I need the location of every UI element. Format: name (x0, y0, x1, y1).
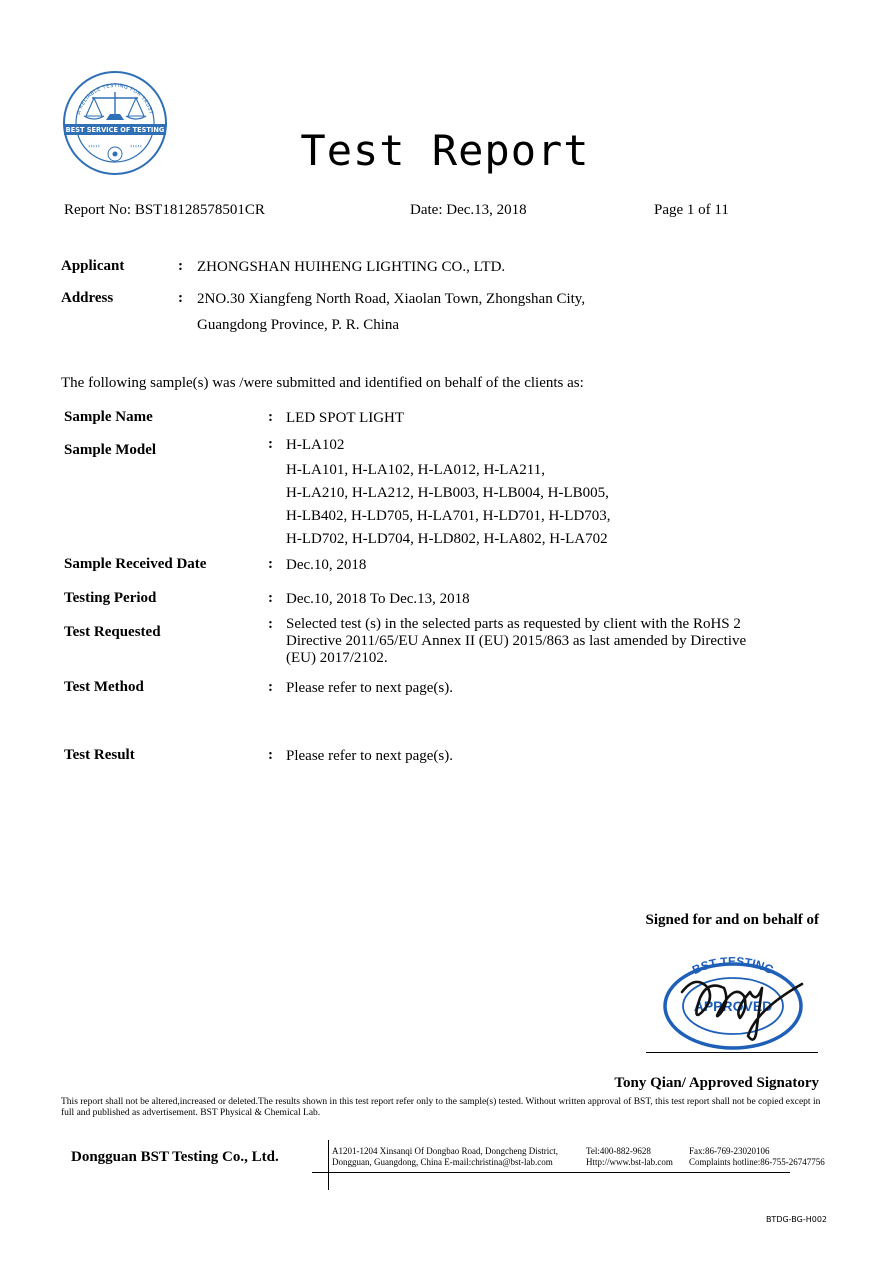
test-result-value: Please refer to next page(s). (286, 748, 454, 764)
testing-period-label: Testing Period (64, 590, 157, 606)
logo-banner-text: BEST SERVICE OF TESTING (65, 126, 165, 134)
footer-address (332, 1146, 558, 1167)
address-label: Address (61, 290, 114, 306)
report-number: Report No: BST18128578501CR (64, 202, 265, 218)
footer-tel: Tel:400-882-9628 (586, 1146, 651, 1156)
page-number: Page 1 of 11 (654, 202, 729, 218)
intro-text: The following sample(s) was /were submitted and identified on behalf of the clients as: (61, 375, 584, 391)
test-requested-line-2: Directive 2011/65/EU Annex II (EU) 2015/863 as last amended by Directive (286, 633, 747, 649)
test-requested-label: Test Requested (64, 624, 161, 640)
test-result-colon: : (268, 747, 273, 763)
signature-line (646, 1052, 818, 1053)
test-method-value: Please refer to next page(s). (286, 680, 454, 696)
test-result-label: Test Result (64, 747, 135, 763)
page-title: Test Report (300, 126, 590, 175)
sample-name-colon: : (268, 409, 273, 425)
sample-model-line-1: H-LA102 (286, 437, 345, 453)
test-method-colon: : (268, 679, 273, 695)
form-code: BTDG-BG-H002 (765, 1215, 827, 1224)
test-requested-colon: : (268, 616, 273, 632)
signed-for-text: Signed for and on behalf of (645, 912, 819, 928)
applicant-value: ZHONGSHAN HUIHENG LIGHTING CO., LTD. (197, 259, 506, 275)
sample-model-line-5: H-LD702, H-LD704, H-LD802, H-LA802, H-LA702 (286, 531, 608, 547)
approved-stamp (652, 948, 818, 1052)
signatory-name: Tony Qian/ Approved Signatory (614, 1075, 819, 1091)
footer-complaints: Complaints hotline:86-755-26747756 (689, 1156, 825, 1167)
sample-model-label: Sample Model (64, 442, 157, 458)
received-date-label: Sample Received Date (64, 556, 207, 572)
disclaimer-text: This report shall not be altered,increased or deleted.The results shown in this test report refer only to the sample(s) tested. Without written approval of BST, this test report shall not be copied except in full and published as advertisement. BST Physical & Chemical Lab. (61, 1097, 821, 1118)
footer-fax (689, 1146, 825, 1167)
stamp-center-text: APPROVED (693, 998, 773, 1014)
testing-period-value: Dec.10, 2018 To Dec.13, 2018 (286, 591, 470, 607)
testing-period-colon: : (268, 590, 273, 606)
address-colon: : (178, 290, 183, 306)
applicant-label: Applicant (61, 258, 125, 274)
svg-text:BST TESTING (690, 954, 776, 977)
footer-fax-number: Fax:86-769-23020106 (689, 1146, 770, 1156)
sample-name-value: LED SPOT LIGHT (286, 410, 405, 426)
applicant-colon: : (178, 258, 183, 274)
sample-model-line-3: H-LA210, H-LA212, H-LB003, H-LB004, H-LB005, (286, 485, 609, 501)
stamp-top-text: BST TESTING (689, 954, 776, 978)
received-date-value: Dec.10, 2018 (286, 557, 367, 573)
address-line-2: Guangdong Province, P. R. China (197, 317, 400, 333)
test-requested-line-1: Selected test (s) in the selected parts as requested by client with the RoHS 2 (286, 616, 741, 632)
test-requested-line-3: (EU) 2017/2102. (286, 650, 388, 666)
footer-website: Http://www.bst-lab.com (586, 1156, 673, 1167)
sample-model-line-4: H-LB402, H-LD705, H-LA701, H-LD701, H-LD703, (286, 508, 611, 524)
footer-divider-horizontal (312, 1172, 790, 1173)
sample-model-line-2: H-LA101, H-LA102, H-LA012, H-LA211, (286, 462, 545, 478)
sample-model-colon: : (268, 436, 273, 452)
company-name: Dongguan BST Testing Co., Ltd. (71, 1149, 279, 1165)
footer-address-line-2: Dongguan, Guangdong, China E-mail:christina@bst-lab.com (332, 1156, 553, 1167)
footer-divider-vertical (328, 1140, 329, 1190)
sample-name-label: Sample Name (64, 409, 153, 425)
footer-phone (586, 1146, 673, 1167)
footer-address-line-1: A1201-1204 Xinsanqi Of Dongbao Road, Dongcheng District, (332, 1146, 558, 1156)
address-line-1: 2NO.30 Xiangfeng North Road, Xiaolan Town, Zhongshan City, (197, 291, 586, 307)
svg-text:‹‹‹‹‹: ‹‹‹‹‹ (130, 143, 142, 150)
received-date-colon: : (268, 556, 273, 572)
test-method-label: Test Method (64, 679, 144, 695)
svg-text:›››››: ››››› (88, 143, 100, 150)
logo-ring-text: A RELIABLE TESTING FOR TRUST (76, 82, 154, 116)
report-date: Date: Dec.13, 2018 (410, 202, 527, 218)
